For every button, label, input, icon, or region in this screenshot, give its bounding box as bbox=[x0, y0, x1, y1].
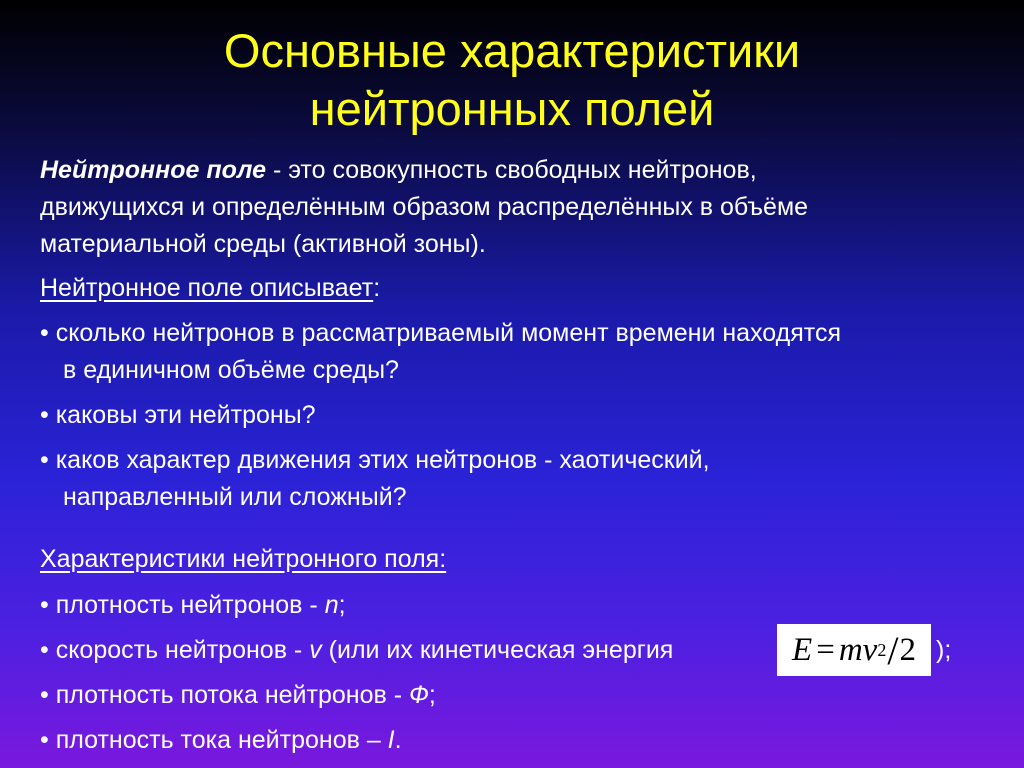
list-item-continuation: в единичном объёме среды? bbox=[63, 356, 399, 384]
characteristics-heading-text: Характеристики нейтронного поля: bbox=[40, 545, 447, 573]
characteristics-heading bbox=[40, 544, 446, 574]
describes-heading-text: Нейтронное поле описывает bbox=[40, 274, 374, 302]
list-item: • скорость нейтронов - v (или их кинетическая энергия bbox=[40, 636, 674, 664]
list-item: • сколько нейтронов в рассматриваемый момент времени находятся bbox=[40, 319, 841, 347]
formula-equals: = bbox=[816, 631, 835, 668]
list-item: • каков характер движения этих нейтронов - хаотический, bbox=[40, 446, 710, 474]
definition-term: Нейтронное поле bbox=[40, 156, 266, 184]
formula-slash: / bbox=[887, 627, 899, 673]
list-item-end: ); bbox=[936, 636, 952, 664]
list-item: • плотность нейтронов - n; bbox=[40, 591, 346, 619]
formula-lhs: E bbox=[792, 631, 813, 668]
page-title-line-1: Основные характеристики bbox=[223, 24, 801, 77]
symbol-phi: Ф bbox=[408, 681, 429, 709]
symbol-i: I bbox=[387, 726, 395, 754]
kinetic-energy-formula bbox=[777, 624, 931, 676]
describes-heading-colon: : bbox=[373, 274, 381, 302]
page-title-line-2: нейтронных полей bbox=[309, 82, 715, 135]
list-item: • каковы эти нейтроны? bbox=[40, 401, 316, 429]
definition-line-1 bbox=[40, 155, 757, 185]
definition-text: - это совокупность свободных нейтронов, bbox=[266, 156, 757, 184]
definition-line-3: материальной среды (активной зоны). bbox=[40, 230, 486, 258]
formula-power: 2 bbox=[877, 639, 887, 660]
describes-heading bbox=[40, 273, 380, 303]
formula-mv: mv bbox=[838, 631, 878, 668]
formula-denominator: 2 bbox=[899, 631, 916, 668]
symbol-n: n bbox=[324, 591, 339, 619]
definition-line-2: движущихся и определённым образом распределённых в объёме bbox=[40, 193, 809, 221]
list-item-continuation: направленный или сложный? bbox=[63, 483, 407, 511]
list-item: • плотность потока нейтронов - Ф; bbox=[40, 681, 436, 709]
list-item: • плотность тока нейтронов – I. bbox=[40, 726, 402, 754]
symbol-v: v bbox=[309, 636, 322, 664]
